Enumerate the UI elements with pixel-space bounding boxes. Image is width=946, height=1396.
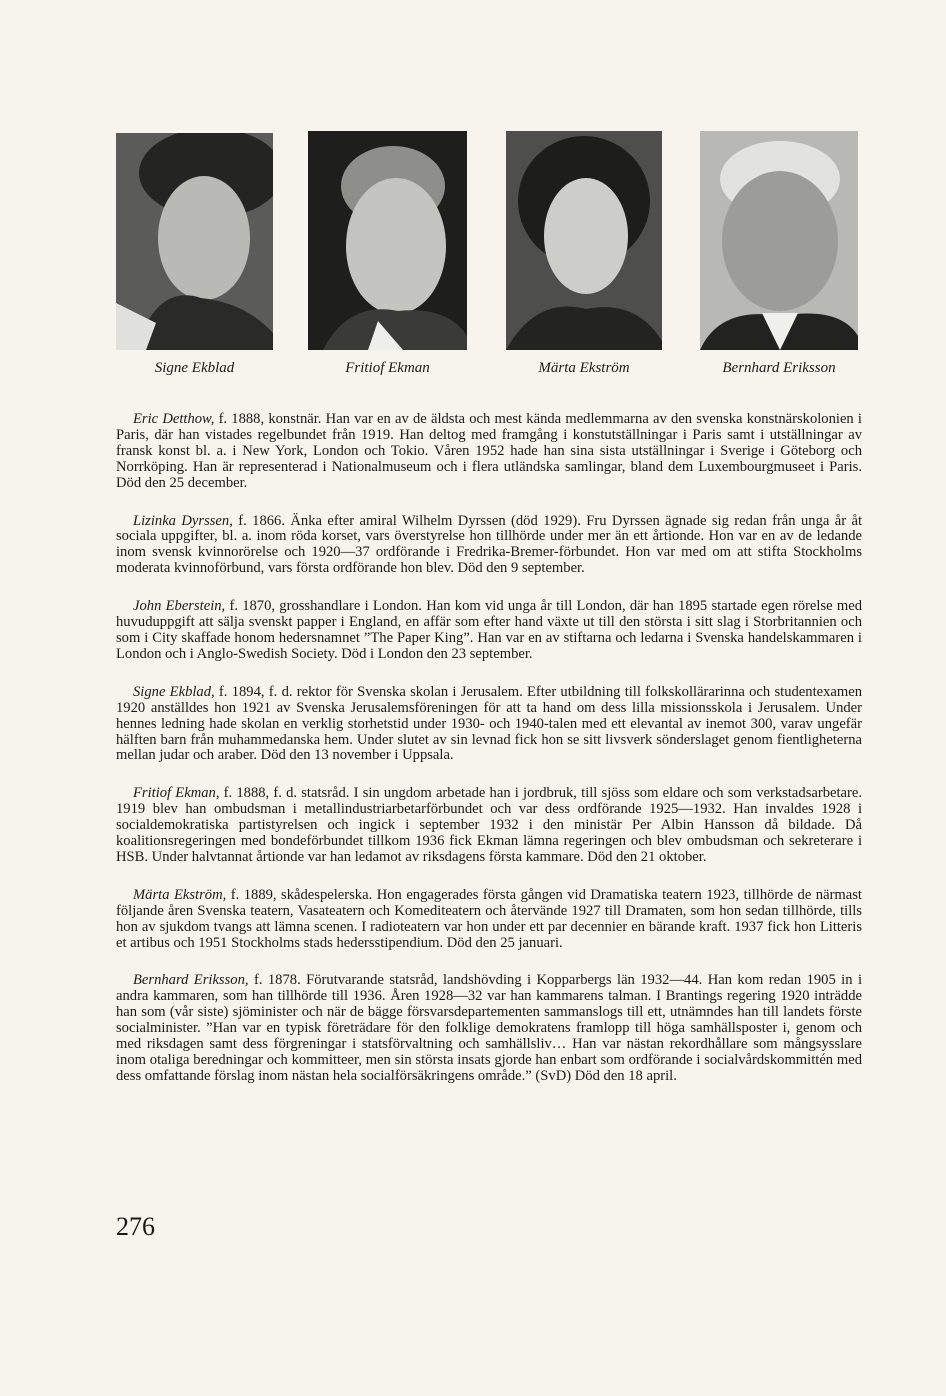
entry-signe-ekblad [116, 685, 862, 765]
page-number: 276 [116, 1212, 155, 1241]
caption-bernhard-eriksson: Bernhard Eriksson [722, 360, 836, 376]
entry-text: f. 1889, skådespelerska. Hon engagerades första gången vid Dramatiska teatern 1923, tillhörde de närmast följande åren Svenska teatern, Vasateatern och Komediteatern och återvände 1927 till Dramaten, som hon sedan tillhörde, tills hon av sjukdom tvangs att lämna scenen. I radioteatern var hon under ett par decennier en bärande kraft. 1937 fick hon Litteris et artibus och 1951 Stockholms stads hedersstipendium. Död den 25 januari. [116, 886, 862, 951]
entry-text: f. 1894, f. d. rektor för Svenska skolan i Jerusalem. Efter utbildning till folkskollärarinna och studentexamen 1920 anställdes hon 1921 av Svenska Jerusalemsföreningen för att ta hand om dess lilla missionsskola i Jerusalem. Under hennes ledning hade skolan en verklig storhetstid under 1930- och 1940-talen med ett elevantal av inemot 300, varav ungefär hälften barn från muhammedanska hem. Under slutet av sin levnad fick hon se sitt livsverk sönderslaget genom fientligheterna mellan judar och araber. Död den 13 november i Uppsala. [116, 683, 862, 764]
entry-name: Lizinka Dyrssen, [133, 512, 233, 529]
entry-text: f. 1866. Änka efter amiral Wilhelm Dyrssen (död 1929). Fru Dyrssen ägnade sig redan från unga år åt sociala uppgifter, bl. a. inom röda korset, vars överstyrelse hon tillhörde under mer än ett årtionde. Hon var en av de ledande inom svensk kvinnorörelse och 1920—37 ordförande i Fredrika-Bremer-förbundet. Hon var med om att stifta Stockholms moderata kvinnoförbund, vars första ordförande hon blev. Död den 9 september. [116, 512, 863, 577]
entry-name: Fritiof Ekman, [133, 785, 220, 802]
entry-text: f. 1878. Förutvarande statsråd, landshövding i Kopparbergs län 1932—44. Han kom redan 1905 in i andra kammaren, som han tillhörde till 1936. Åren 1928—32 var han kammarens talman. I Brantings regering 1920 inträdde han som (vår siste) sjöminister och när de bägge försvarsdepartementen sammanslogs till ett, utnämndes han till landets förste socialminister. ”Han var en typisk företrädare för den folklige demokratens framlopp till höga samhällsposter i, genom och med riksdagen samt dess förgreningar i statsförvaltning och samhällsliv… Han var nästan rekordhållare som mångsysslare inom otaliga beredningar och kommitteer, men sin största insats gjorde han enbart som ordförande i socialvårdskommittén med dess omfattande förslag inom nästan hela socialförsäkringens område.” (SvD) Död den 18 april. [116, 972, 863, 1084]
entry-name: Eric Detthow, [133, 411, 215, 427]
entry-fritiof-ekman [116, 786, 862, 866]
entry-text: f. 1870, grosshandlare i London. Han kom vid unga år till London, där han 1895 startade egen rörelse med huvuduppgift att sälja svenskt papper i England, en affär som efter hand växte ut till den största i sitt slag i Storbritannien och som i City skaffade honom hedersnamnet ”The Paper King”. Han var en av stiftarna och ledarna i Svenska handelskammaren i London och i Anglo-Swedish Society. Död i London den 23 september. [116, 598, 862, 662]
entry-name: John Eberstein, [133, 598, 226, 615]
entry-lizinka-dyrssen [116, 514, 862, 578]
portrait-image [116, 133, 273, 350]
entry-eric-detthow [116, 412, 862, 492]
obituary-list [116, 412, 862, 1107]
entry-marta-ekstrom [116, 888, 862, 952]
caption-fritiof-ekman: Fritiof Ekman [345, 360, 430, 376]
portrait-signe-ekblad [116, 133, 273, 350]
portrait-image [308, 131, 467, 350]
entry-text: f. 1888, f. d. statsråd. I sin ungdom arbetade han i jordbruk, till sjöss som eldare och som verkstadsarbetare. 1919 blev han ombudsman i metallindustriarbetarförbundet och var dess ordförande 1925—1932. Han invaldes 1928 i socialdemokratiska partistyrelsen och ingick i september 1932 i den ministär Per Albin Hansson då bildade. Då koalitionsregeringen med bondeförbundet tillkom 1936 fick Ekman lämna regeringen och blev ombudsman och sekreterare i HSB. Under halvtannat årtionde var han ledamot av riksdagens första kammare. Död den 21 oktober. [116, 785, 863, 865]
entry-bernhard-eriksson [116, 973, 862, 1084]
portrait-row [0, 0, 946, 390]
portrait-fritiof-ekman [308, 131, 467, 350]
entry-name: Märta Ekström, [133, 886, 227, 903]
entry-text: f. 1888, konstnär. Han var en av de äldsta och mest kända medlemmarna av den svenska konstnärskolonien i Paris, där han vistades regelbundet från 1919. Han deltog med framgång i konstutställningar i Paris samt i utställningar av fransk konst bl. a. i New York, London och Tokio. Våren 1952 hade han sina sista utställningar i Sverige i Göteborg och Norrköping. Han är representerad i Nationalmuseum och i flera utländska samlingar, bland dem Luxembourgmuseet i Paris. Död den 25 december. [116, 411, 862, 491]
entry-name: Bernhard Eriksson, [133, 972, 249, 989]
portrait-bernhard-eriksson [700, 131, 858, 350]
entry-name: Signe Ekblad, [133, 683, 215, 700]
portrait-marta-ekstrom [506, 131, 662, 350]
portrait-image [506, 131, 662, 350]
entry-john-eberstein [116, 599, 862, 663]
portrait-image [700, 131, 858, 350]
caption-marta-ekstrom: Märta Ekström [538, 360, 630, 376]
caption-signe-ekblad: Signe Ekblad [154, 360, 235, 376]
